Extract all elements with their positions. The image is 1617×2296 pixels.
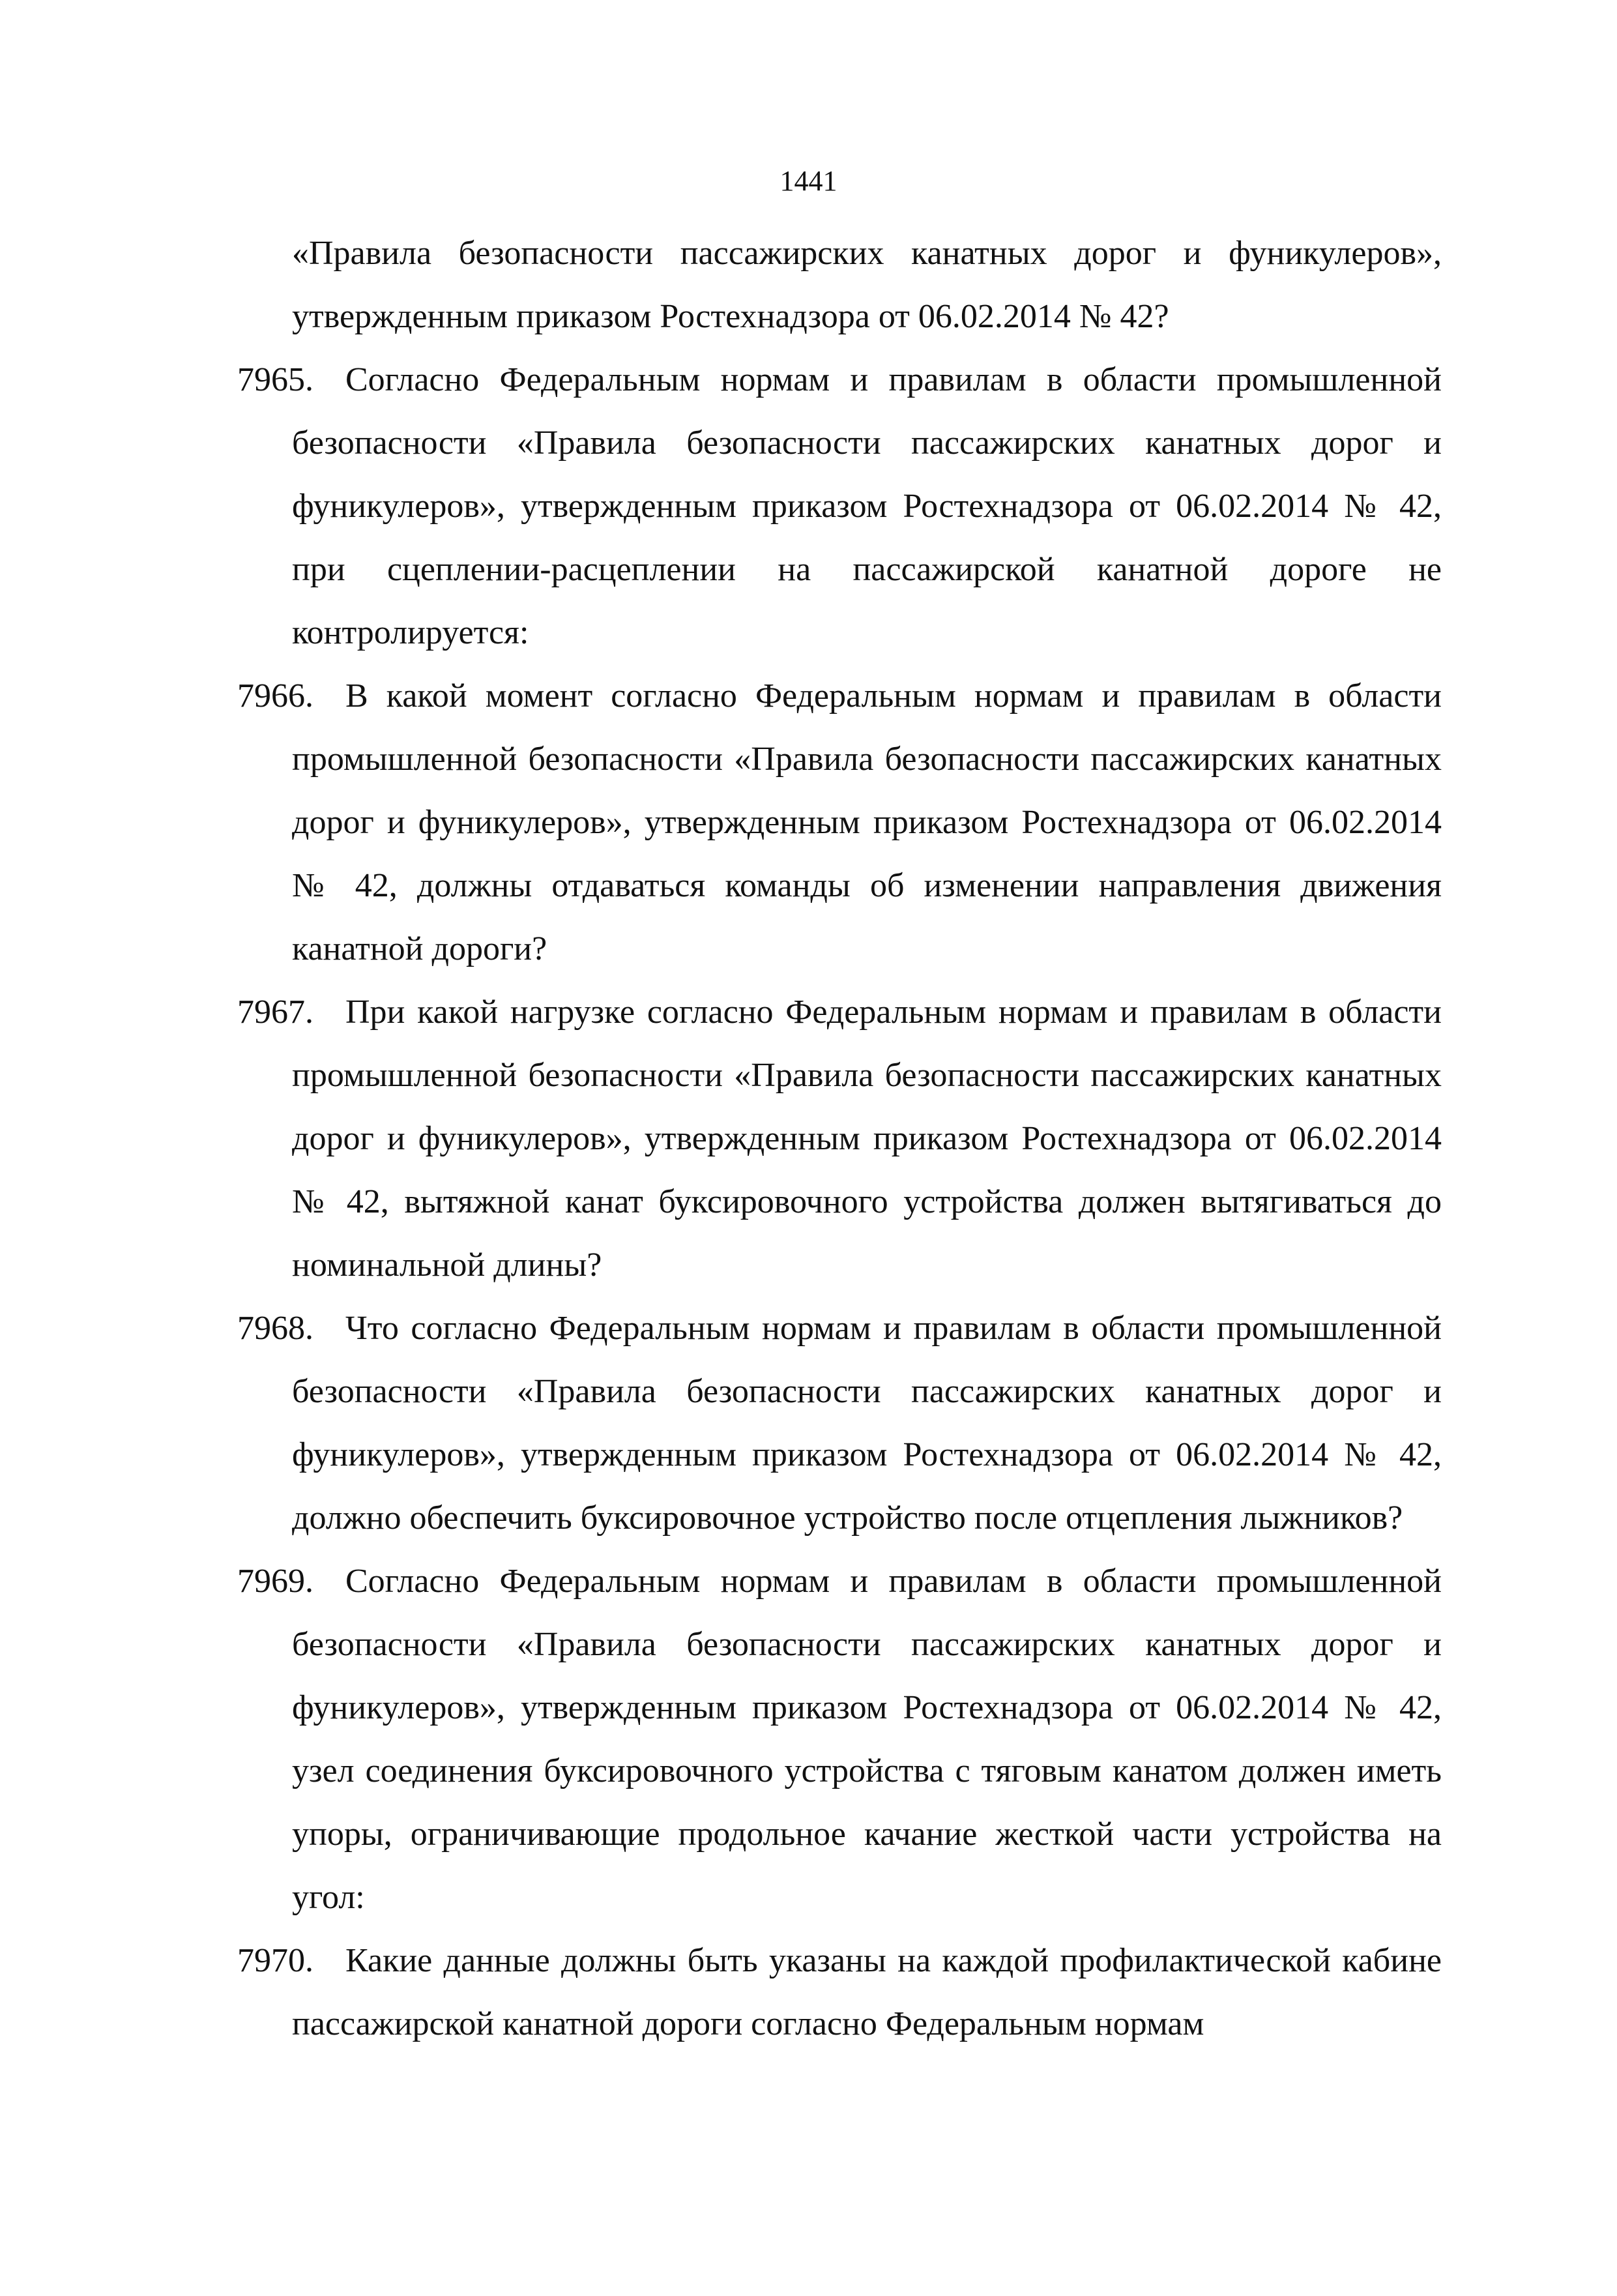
item-text-content: Согласно Федеральным нормам и правилам в области промышленной безопасности «Правила безопасности пассажирских канатных дорог и фуникулеров», утвержденным приказом Ростехнадзора от 06.02.2014 № 42, узел соединения буксировочного устройства с тяговым канатом должен иметь упоры, ограничивающие продольное качание жесткой части устройства на угол:	[292, 1563, 1442, 1916]
item-text-content: В какой момент согласно Федеральным нормам и правилам в области промышленной безопасности «Правила безопасности пассажирских канатных дорог и фуникулеров», утвержденным приказом Ростехнадзора от 06.02.2014 № 42, должны отдаваться команды об изменении направления движения канатной дороги?	[292, 677, 1442, 967]
item-text-content: Согласно Федеральным нормам и правилам в области промышленной безопасности «Правила безопасности пассажирских канатных дорог и фуникулеров», утвержденным приказом Ростехнадзора от 06.02.2014 № 42, при сцеплении-расцеплении на пассажирской канатной дороге не контролируется:	[292, 361, 1442, 651]
item-number: 7965.	[237, 361, 313, 398]
list-item	[237, 664, 1442, 980]
item-text	[292, 664, 1442, 980]
item-text	[292, 980, 1442, 1297]
list-item	[237, 1297, 1442, 1550]
item-number: 7966.	[237, 677, 313, 714]
item-number: 7970.	[237, 1942, 313, 1979]
item-text	[292, 348, 1442, 664]
item-text	[292, 1297, 1442, 1550]
list-item	[237, 348, 1442, 664]
question-list	[237, 222, 1442, 2055]
item-text-content: Что согласно Федеральным нормам и правилам в области промышленной безопасности «Правила безопасности пассажирских канатных дорог и фуникулеров», утвержденным приказом Ростехнадзора от 06.02.2014 № 42, должно обеспечить буксировочное устройство после отцепления лыжников?	[292, 1310, 1442, 1537]
continuation-paragraph	[237, 222, 1442, 348]
item-number: 7967.	[237, 993, 313, 1031]
list-item	[237, 1550, 1442, 1929]
list-item	[237, 1929, 1442, 2055]
item-number: 7968.	[237, 1310, 313, 1347]
continuation-text: «Правила безопасности пассажирских канатных дорог и фуникулеров», утвержденным приказом Ростехнадзора от 06.02.2014 № 42?	[292, 235, 1442, 335]
page-number: 1441	[779, 165, 838, 197]
item-text	[292, 1929, 1442, 2055]
item-text-content: При какой нагрузке согласно Федеральным нормам и правилам в области промышленной безопасности «Правила безопасности пассажирских канатных дорог и фуникулеров», утвержденным приказом Ростехнадзора от 06.02.2014 № 42, вытяжной канат буксировочного устройства должен вытягиваться до номинальной длины?	[292, 993, 1442, 1284]
item-text-content: Какие данные должны быть указаны на каждой профилактической кабине пассажирской канатной дороги согласно Федеральным нормам	[292, 1942, 1442, 2042]
list-item	[237, 980, 1442, 1297]
item-number: 7969.	[237, 1563, 313, 1600]
item-text	[292, 1550, 1442, 1929]
